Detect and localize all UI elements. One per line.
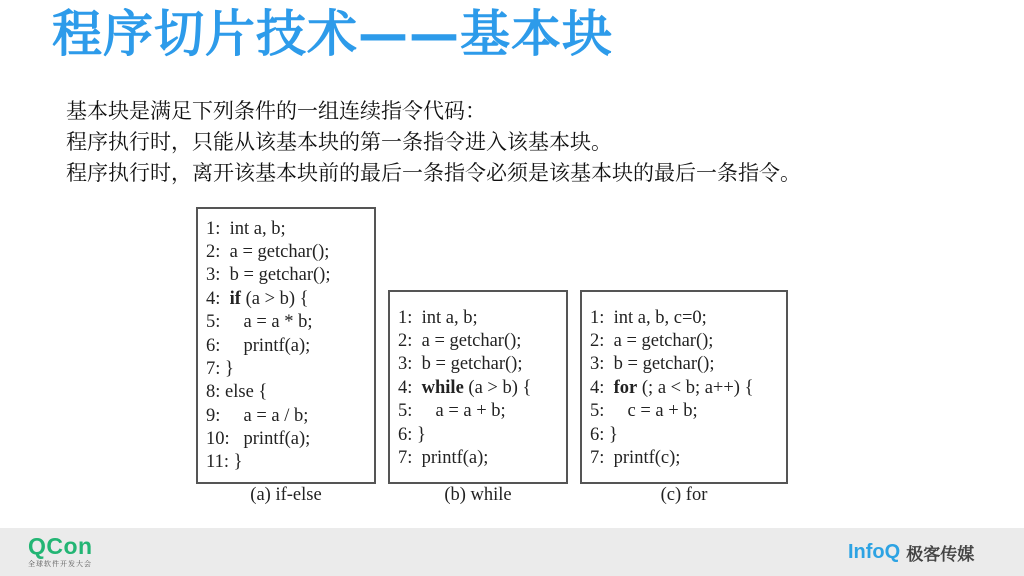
definition-text (66, 96, 801, 189)
code-line: 5: a = a * b; (206, 312, 313, 332)
code-line: 7: printf(c); (590, 448, 681, 468)
code-line: 10: printf(a); (206, 429, 311, 449)
code-line: 3: b = getchar(); (590, 354, 715, 374)
code-line: 1: int a, b; (398, 308, 478, 328)
code-box-while (388, 290, 568, 484)
code-line: 6: } (590, 425, 618, 445)
figure-caption: (a) if-else (250, 485, 322, 505)
code-line: 7: printf(a); (398, 448, 489, 468)
definition-line: 程序执行时，只能从该基本块的第一条指令进入该基本块。 (66, 130, 612, 154)
code-line: 2: a = getchar(); (398, 331, 522, 351)
figure-caption: (c) for (660, 485, 708, 505)
definition-line: 程序执行时，离开该基本块前的最后一条指令必须是该基本块的最后一条指令。 (66, 161, 801, 185)
qcon-logo-text: QCon (28, 533, 93, 559)
code-line: 1: int a, b; (206, 219, 286, 239)
code-line: 8: else { (206, 382, 268, 402)
code-line: 2: a = getchar(); (206, 242, 330, 262)
code-line: 1: int a, b, c=0; (590, 308, 707, 328)
infoq-logo-text: InfoQ (848, 541, 901, 563)
code-box-for (580, 290, 788, 484)
code-line: 11: } (206, 452, 243, 472)
slide-title: 程序切片技术——基本块 (52, 5, 613, 63)
code-line: 5: a = a + b; (398, 401, 506, 421)
figure-caption: (b) while (444, 485, 512, 505)
qcon-logo (28, 534, 93, 569)
infoq-logo (848, 540, 974, 565)
code-line: 4: if (a > b) { (206, 289, 309, 309)
code-line: 3: b = getchar(); (206, 265, 331, 285)
definition-line: 基本块是满足下列条件的一组连续指令代码： (66, 99, 486, 123)
code-line: 6: } (398, 425, 426, 445)
code-line: 6: printf(a); (206, 336, 311, 356)
qcon-logo-subtitle: 全球软件开发大会 (28, 560, 92, 568)
code-line: 2: a = getchar(); (590, 331, 714, 351)
code-line: 7: } (206, 359, 234, 379)
code-box-if-else (196, 207, 376, 484)
code-line: 4: while (a > b) { (398, 378, 532, 398)
code-line: 5: c = a + b; (590, 401, 698, 421)
code-line: 9: a = a / b; (206, 406, 309, 426)
infoq-logo-cn: 极客传媒 (906, 545, 975, 565)
code-line: 3: b = getchar(); (398, 354, 523, 374)
code-line: 4: for (; a < b; a++) { (590, 378, 754, 398)
